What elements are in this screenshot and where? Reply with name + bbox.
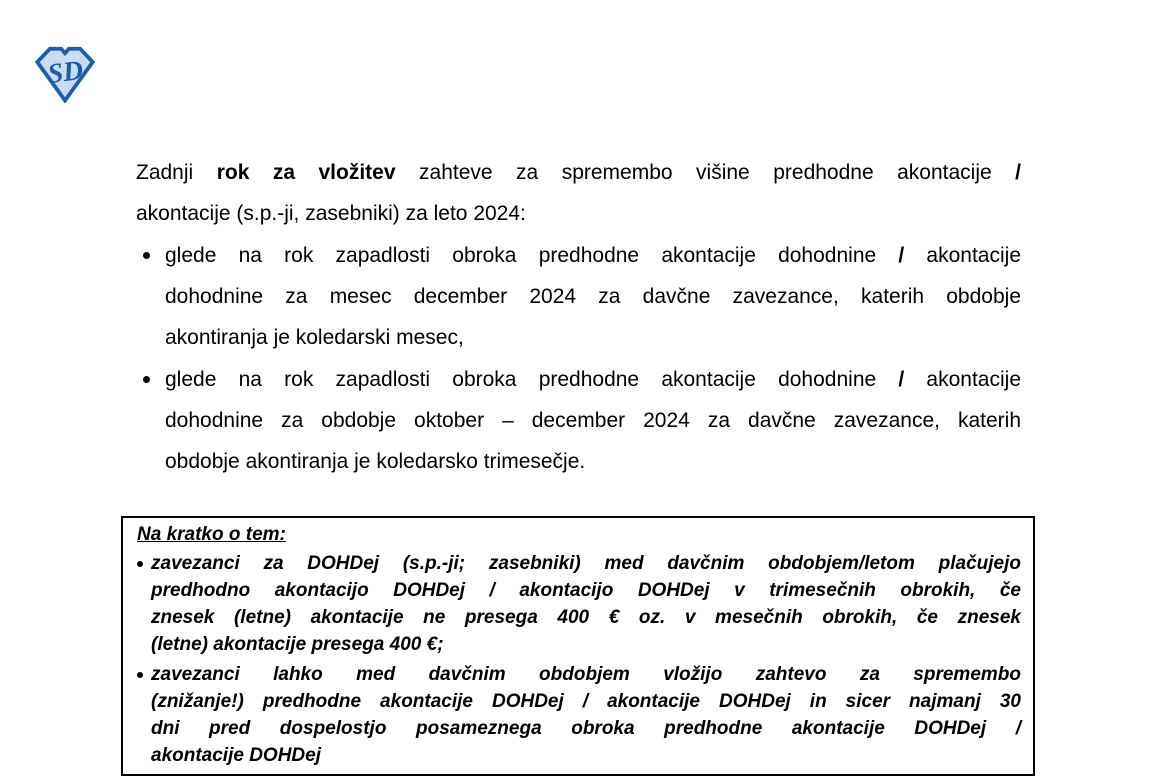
intro-paragraph-line1 [136,152,1021,193]
list-item-text: glede na rok zapadlosti obroka predhodne akontacije dohodnine [165,368,899,391]
list-item-text: akontacije [904,368,1021,391]
list-item-line [165,359,1021,400]
list-item-bold-slash: / [898,244,905,267]
list-item-line: akontiranja je koledarski mesec, [165,326,464,349]
info-box-item-line: akontacije DOHDej [151,745,321,766]
list-item [136,235,1021,358]
info-box-item-line: (letne) akontacije presega 400 €; [151,634,444,655]
sd-diamond-logo [33,45,97,103]
info-box-item [137,661,1021,769]
bullet-icon [137,561,143,567]
list-item-bold-slash: / [898,368,905,391]
info-box-heading: Na kratko o tem: [137,524,286,545]
info-box-heading-line [137,521,1021,548]
list-item-line: dohodnine za mesec december 2024 za davčne zavezance, katerih obdobje [165,285,1021,308]
list-item [136,359,1021,482]
info-box-item-line: zavezanci lahko med davčnim obdobjem vložijo zahtevo za spremembo [151,664,1021,685]
info-box-item-line: (znižanje!) predhodne akontacije DOHDej / akontacije DOHDej in sicer najmanj 30 [151,691,1021,712]
list-item-line [165,235,1021,276]
info-box-item-line: dni pred dospelostjo posameznega obroka predhodne akontacije DOHDej / [151,718,1021,739]
info-box-item [137,550,1021,658]
intro-paragraph-line2: akontacije (s.p.-ji, zasebniki) za leto 2024: [136,202,526,225]
logo-letters: SD [45,53,85,89]
list-item-text: akontacije [904,244,1021,267]
bullet-icon [143,376,150,383]
list-item-line: dohodnine za obdobje oktober – december 2024 za davčne zavezance, katerih [165,409,1021,432]
bullet-icon [137,672,143,678]
list-item-line: obdobje akontiranja je koledarsko trimesečje. [165,450,586,473]
info-box-bullet-list [137,550,1021,769]
deadline-bullet-list [136,235,1021,482]
intro-bold-phrase: rok za vložitev [216,161,396,184]
intro-text-mid: zahteve za spremembo višine predhodne akontacije [395,161,1016,184]
list-item-text: glede na rok zapadlosti obroka predhodne akontacije dohodnine [165,244,899,267]
intro-text-pre: Zadnji [136,161,217,184]
intro-bold-slash: / [1015,161,1022,184]
info-box-item-line: znesek (letne) akontacije ne presega 400 € oz. v mesečnih obrokih, če znesek [151,607,1021,628]
info-box [121,516,1035,776]
info-box-item-line: predhodno akontacijo DOHDej / akontacijo DOHDej v trimesečnih obrokih, če [151,580,1021,601]
document-body [136,152,1021,482]
info-box-item-line: zavezanci za DOHDej (s.p.-ji; zasebniki) med davčnim obdobjem/letom plačujejo [151,553,1021,574]
bullet-icon [143,252,150,259]
